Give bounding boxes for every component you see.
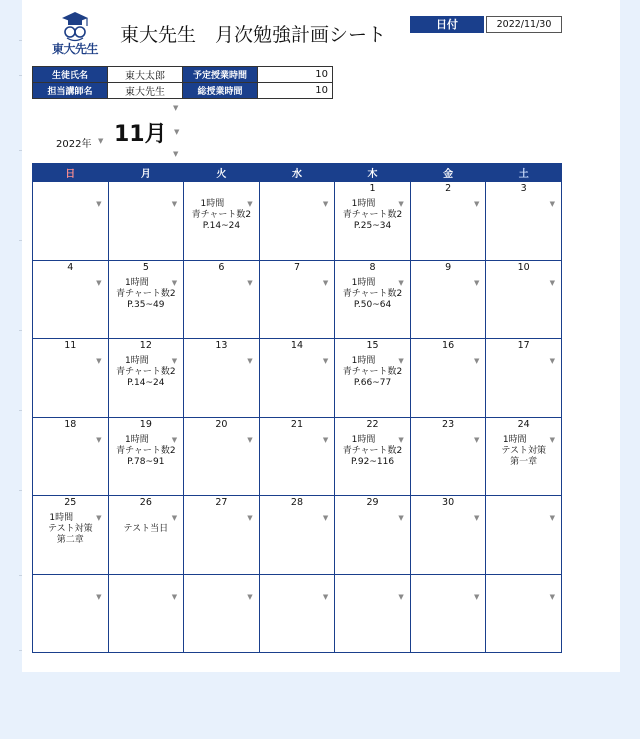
calendar-day-cell[interactable] [184, 260, 260, 339]
month-dropdown-caret-icon[interactable]: ▼ [174, 128, 180, 136]
plan-text[interactable]: 青チャート数2 [342, 445, 403, 456]
hours-dropdown-caret-icon[interactable]: ▼ [398, 435, 404, 444]
calendar-day-cell[interactable] [486, 339, 562, 418]
day-number: 18 [64, 418, 77, 430]
lesson-hours[interactable]: 1時間 [124, 434, 149, 445]
hours-dropdown-caret-icon[interactable]: ▼ [473, 357, 480, 365]
plan-text[interactable]: テスト対策 [47, 524, 93, 534]
plan-slot [486, 353, 561, 367]
total-hours-label: 総授業時間 [183, 83, 258, 99]
day-number: 20 [215, 418, 228, 430]
calendar-day-cell[interactable] [410, 496, 486, 575]
day-number [260, 183, 335, 194]
calendar-day-cell[interactable] [410, 260, 486, 339]
plan-pages[interactable]: P.78~91 [127, 456, 165, 467]
hours-dropdown-caret-icon[interactable]: ▼ [171, 278, 178, 287]
calendar-week-row [33, 339, 562, 418]
lesson-hours[interactable] [184, 356, 259, 367]
weekday-thu: 木 [335, 164, 411, 182]
hours-dropdown-caret-icon[interactable]: ▼ [96, 435, 102, 444]
calendar-day-cell[interactable] [259, 339, 335, 418]
weekday-sat: 土 [486, 164, 562, 182]
day-number: 9 [445, 261, 452, 273]
plan-text[interactable]: 青チャート数2 [116, 445, 176, 456]
hours-dropdown-caret-icon[interactable]: ▼ [247, 592, 253, 601]
lesson-hours[interactable] [260, 435, 335, 446]
plan-pages[interactable]: P.35~49 [127, 299, 165, 310]
calendar-day-cell[interactable] [108, 496, 184, 575]
calendar-day-cell[interactable] [410, 574, 486, 653]
plan-text[interactable]: 青チャート数2 [191, 210, 252, 220]
hours-dropdown-caret-icon[interactable]: ▼ [549, 200, 555, 208]
lesson-hours[interactable] [411, 356, 486, 367]
calendar-day-cell[interactable] [410, 417, 486, 496]
day-number: 10 [517, 261, 530, 273]
plan-pages[interactable]: P.66~77 [353, 378, 392, 388]
day-number [109, 183, 184, 194]
plan-pages[interactable]: P.50~64 [353, 299, 392, 310]
plan-slot [335, 432, 410, 468]
planned-hours-field[interactable]: 10 [258, 67, 333, 83]
date-field[interactable]: 2022/11/30 [486, 16, 562, 33]
lesson-hours[interactable] [33, 592, 108, 603]
hours-dropdown-caret-icon[interactable]: ▼ [549, 514, 555, 522]
plan-slot [260, 432, 335, 446]
day-number [486, 497, 561, 508]
hours-dropdown-caret-icon[interactable]: ▼ [473, 435, 480, 444]
hours-dropdown-caret-icon[interactable]: ▼ [398, 200, 404, 208]
day-number: 3 [520, 183, 527, 194]
hours-dropdown-caret-icon[interactable]: ▼ [171, 435, 178, 444]
lesson-hours[interactable] [486, 199, 561, 210]
weekday-tue: 火 [184, 164, 260, 182]
plan-slot [486, 510, 561, 524]
calendar-day-cell[interactable] [410, 339, 486, 418]
lesson-hours[interactable]: 1時間 [351, 277, 376, 288]
plan-slot [411, 196, 486, 210]
plan-slot [486, 589, 561, 603]
lesson-hours[interactable] [486, 356, 561, 367]
lesson-hours[interactable] [486, 592, 561, 603]
day-number: 15 [366, 340, 379, 351]
calendar-day-cell[interactable] [184, 182, 260, 261]
day-number: 13 [215, 340, 228, 351]
hours-dropdown-caret-icon[interactable]: ▼ [96, 592, 102, 601]
weekday-fri: 金 [410, 164, 486, 182]
dropdown-caret-icon[interactable]: ▼ [173, 150, 179, 158]
calendar-day-cell[interactable] [335, 496, 411, 575]
day-number: 28 [290, 497, 304, 508]
calendar-day-cell[interactable] [259, 496, 335, 575]
day-number: 6 [218, 261, 225, 273]
hours-dropdown-caret-icon[interactable]: ▼ [322, 435, 329, 444]
day-number: 7 [293, 261, 300, 273]
lesson-hours[interactable] [33, 356, 108, 367]
plan-slot [411, 589, 486, 603]
calendar-week-row [33, 496, 562, 575]
plan-slot [109, 432, 184, 468]
lesson-hours[interactable] [109, 513, 184, 524]
hours-dropdown-caret-icon[interactable]: ▼ [398, 592, 404, 601]
day-number: 17 [517, 340, 530, 351]
lesson-hours[interactable] [335, 592, 410, 603]
teacher-name-field[interactable]: 東大先生 [108, 83, 183, 99]
teacher-name-label: 担当講師名 [33, 83, 108, 99]
page-title: 東大先生 月次勉強計画シート [120, 24, 387, 46]
plan-slot [486, 196, 561, 210]
calendar-day-cell[interactable] [259, 417, 335, 496]
plan-slot [411, 275, 486, 289]
lesson-hours[interactable] [260, 592, 335, 603]
hours-dropdown-caret-icon[interactable]: ▼ [322, 357, 329, 365]
calendar-day-cell[interactable] [33, 496, 109, 575]
lesson-hours[interactable] [411, 435, 486, 446]
lesson-hours[interactable] [184, 592, 259, 603]
calendar-day-cell[interactable] [335, 339, 411, 418]
plan-slot [184, 510, 259, 524]
plan-slot [109, 196, 184, 210]
calendar-day-cell[interactable] [184, 574, 260, 653]
hours-dropdown-caret-icon[interactable]: ▼ [322, 592, 329, 601]
calendar-day-cell[interactable] [184, 417, 260, 496]
day-number [33, 183, 108, 194]
day-number [260, 576, 335, 587]
plan-slot [411, 353, 486, 367]
plan-slot [335, 275, 410, 311]
day-number: 14 [290, 340, 304, 351]
plan-slot [33, 589, 108, 603]
calendar-day-cell[interactable] [335, 182, 411, 261]
lesson-hours[interactable] [33, 435, 108, 446]
lesson-hours[interactable]: 1時間 [502, 434, 527, 445]
plan-slot [335, 353, 410, 389]
lesson-hours[interactable]: 1時間 [351, 199, 376, 209]
calendar-day-cell[interactable] [335, 574, 411, 653]
calendar-week-row [33, 182, 562, 261]
day-number: 4 [67, 261, 74, 273]
plan-slot [260, 196, 335, 210]
lesson-hours[interactable] [486, 513, 561, 524]
hours-dropdown-caret-icon[interactable]: ▼ [473, 592, 480, 601]
calendar-day-cell[interactable] [33, 339, 109, 418]
day-number: 12 [139, 340, 152, 351]
lesson-hours[interactable]: 1時間 [49, 513, 74, 523]
day-number: 1 [369, 183, 376, 194]
weekday-wed: 水 [259, 164, 335, 182]
day-number: 25 [64, 497, 77, 508]
plan-slot [184, 353, 259, 367]
plan-slot [486, 275, 561, 289]
calendar-day-cell[interactable] [33, 182, 109, 261]
calendar-day-cell[interactable] [259, 182, 335, 261]
month-select[interactable]: 11月 [114, 122, 167, 147]
lesson-hours[interactable] [184, 513, 259, 524]
hours-dropdown-caret-icon[interactable]: ▼ [247, 514, 253, 522]
day-number: 19 [139, 418, 152, 430]
hours-dropdown-caret-icon[interactable]: ▼ [96, 278, 102, 287]
hours-dropdown-caret-icon[interactable]: ▼ [549, 592, 555, 601]
plan-slot [260, 275, 335, 289]
plan-slot [335, 589, 410, 603]
plan-text[interactable]: 青チャート数2 [342, 367, 403, 377]
calendar-day-cell[interactable] [108, 339, 184, 418]
plan-slot [260, 510, 335, 524]
calendar-day-cell[interactable] [486, 574, 562, 653]
hours-dropdown-caret-icon[interactable]: ▼ [247, 435, 253, 444]
plan-slot [109, 353, 184, 389]
day-number [33, 576, 108, 587]
day-number: 21 [290, 418, 304, 430]
year-select[interactable]: 2022年 [56, 139, 92, 150]
lesson-hours[interactable]: 1時間 [200, 199, 225, 209]
hours-dropdown-caret-icon[interactable]: ▼ [473, 278, 480, 287]
hours-dropdown-caret-icon[interactable]: ▼ [322, 278, 329, 287]
calendar-day-cell[interactable] [486, 496, 562, 575]
student-name-label: 生徒氏名 [33, 67, 108, 83]
lesson-hours[interactable] [260, 356, 335, 367]
weekday-mon: 月 [108, 164, 184, 182]
hours-dropdown-caret-icon[interactable]: ▼ [398, 514, 404, 522]
lesson-hours[interactable] [109, 592, 184, 603]
day-number: 26 [139, 497, 152, 508]
day-number: 5 [142, 261, 149, 273]
day-number: 23 [442, 418, 455, 430]
lesson-hours[interactable] [184, 278, 259, 289]
lesson-hours[interactable] [411, 513, 486, 524]
calendar-day-cell[interactable] [486, 417, 562, 496]
day-number [335, 576, 410, 587]
plan-slot [260, 589, 335, 603]
hours-dropdown-caret-icon[interactable]: ▼ [398, 357, 404, 365]
day-number: 29 [366, 497, 379, 508]
day-number: 22 [366, 418, 379, 430]
plan-slot [33, 196, 108, 210]
total-hours-field[interactable]: 10 [258, 83, 333, 99]
plan-slot [184, 589, 259, 603]
calendar-day-cell[interactable] [108, 260, 184, 339]
plan-slot [184, 432, 259, 446]
calendar-day-cell[interactable] [108, 182, 184, 261]
plan-pages[interactable]: P.14~24 [202, 221, 241, 231]
plan-slot [33, 275, 108, 289]
year-dropdown-caret-icon[interactable]: ▼ [98, 137, 104, 145]
hours-dropdown-caret-icon[interactable]: ▼ [171, 514, 178, 522]
lesson-hours[interactable] [260, 199, 335, 210]
lesson-hours[interactable] [33, 199, 108, 210]
plan-slot [184, 275, 259, 289]
plan-slot [411, 432, 486, 446]
calendar-day-cell[interactable] [259, 260, 335, 339]
calendar-day-cell[interactable] [108, 574, 184, 653]
calendar-day-cell[interactable] [410, 182, 486, 261]
day-number: 27 [215, 497, 228, 508]
plan-slot [33, 353, 108, 367]
dropdown-caret-icon[interactable]: ▼ [173, 104, 179, 112]
calendar-day-cell[interactable] [33, 417, 109, 496]
calendar-day-cell[interactable] [184, 496, 260, 575]
lesson-hours[interactable] [184, 435, 259, 446]
plan-pages[interactable]: P.14~24 [127, 378, 165, 388]
day-number: 8 [369, 261, 376, 273]
calendar-grid [32, 163, 562, 653]
plan-slot [33, 432, 108, 446]
plan-slot [109, 589, 184, 603]
plan-pages[interactable]: P.92~116 [351, 456, 395, 467]
date-label: 日付 [410, 16, 484, 33]
weekday-header-row [33, 164, 562, 182]
calendar-day-cell[interactable] [108, 417, 184, 496]
lesson-hours[interactable] [411, 592, 486, 603]
calendar-day-cell[interactable] [33, 260, 109, 339]
day-number [184, 183, 259, 194]
student-name-field[interactable]: 東大太郎 [108, 67, 183, 83]
lesson-hours[interactable]: 1時間 [124, 277, 149, 288]
hours-dropdown-caret-icon[interactable]: ▼ [171, 200, 178, 208]
hours-dropdown-caret-icon[interactable]: ▼ [247, 357, 253, 365]
logo-text: 東大先生 [51, 42, 98, 56]
info-table [32, 66, 333, 99]
hours-dropdown-caret-icon[interactable]: ▼ [171, 357, 178, 365]
day-number: 11 [64, 340, 77, 351]
hours-dropdown-caret-icon[interactable]: ▼ [247, 278, 253, 287]
hours-dropdown-caret-icon[interactable]: ▼ [398, 278, 404, 287]
day-number: 24 [517, 418, 530, 430]
day-number [184, 576, 259, 587]
plan-pages[interactable]: P.25~34 [353, 221, 392, 231]
plan-slot [411, 510, 486, 524]
calendar-day-cell[interactable] [259, 574, 335, 653]
hours-dropdown-caret-icon[interactable]: ▼ [322, 200, 329, 208]
plan-pages[interactable]: 第一章 [510, 456, 538, 467]
plan-slot [33, 510, 108, 546]
plan-slot [335, 510, 410, 524]
hours-dropdown-caret-icon[interactable]: ▼ [247, 200, 253, 208]
hours-dropdown-caret-icon[interactable]: ▼ [549, 435, 555, 444]
plan-slot [486, 432, 561, 468]
lesson-hours[interactable] [411, 278, 486, 289]
day-number: 30 [442, 497, 455, 508]
planned-hours-label: 予定授業時間 [183, 67, 258, 83]
day-number: 16 [442, 340, 455, 351]
calendar-week-row [33, 417, 562, 496]
lesson-hours[interactable] [33, 278, 108, 289]
hours-dropdown-caret-icon[interactable]: ▼ [96, 514, 102, 522]
hours-dropdown-caret-icon[interactable]: ▼ [473, 200, 480, 208]
hours-dropdown-caret-icon[interactable]: ▼ [171, 592, 178, 601]
lesson-hours[interactable] [260, 278, 335, 289]
plan-text[interactable]: 青チャート数2 [116, 367, 176, 377]
plan-slot [184, 196, 259, 232]
plan-slot [109, 510, 184, 535]
lesson-hours[interactable]: 1時間 [351, 356, 376, 366]
plan-slot [335, 196, 410, 232]
hours-dropdown-caret-icon[interactable]: ▼ [549, 278, 555, 287]
plan-text[interactable]: テスト対策 [501, 445, 546, 456]
day-number [411, 576, 486, 587]
plan-slot [109, 275, 184, 311]
calendar-day-cell[interactable] [486, 182, 562, 261]
calendar-week-row [33, 260, 562, 339]
day-number: 2 [445, 183, 452, 194]
calendar-day-cell[interactable] [33, 574, 109, 653]
lesson-hours[interactable]: 1時間 [124, 356, 149, 366]
calendar-day-cell[interactable] [335, 417, 411, 496]
weekday-sun: 日 [33, 164, 109, 182]
lesson-hours[interactable] [260, 513, 335, 524]
lesson-hours[interactable] [411, 199, 486, 210]
hours-dropdown-caret-icon[interactable]: ▼ [322, 514, 329, 522]
day-number [486, 576, 561, 587]
plan-text[interactable]: 青チャート数2 [116, 288, 176, 299]
plan-text[interactable]: 青チャート数2 [342, 288, 403, 299]
hours-dropdown-caret-icon[interactable]: ▼ [549, 357, 555, 365]
plan-text[interactable]: テスト当日 [123, 524, 169, 534]
plan-slot [260, 353, 335, 367]
lesson-hours[interactable] [109, 199, 184, 210]
hours-dropdown-caret-icon[interactable]: ▼ [96, 200, 102, 208]
left-edge-marks [0, 0, 22, 739]
calendar-day-cell[interactable] [335, 260, 411, 339]
lesson-hours[interactable] [486, 278, 561, 289]
lesson-hours[interactable]: 1時間 [351, 434, 376, 445]
hours-dropdown-caret-icon[interactable]: ▼ [473, 514, 480, 522]
calendar-day-cell[interactable] [184, 339, 260, 418]
plan-pages[interactable]: 第二章 [56, 535, 84, 545]
calendar-day-cell[interactable] [486, 260, 562, 339]
lesson-hours[interactable] [335, 513, 410, 524]
day-number [109, 576, 184, 587]
calendar-week-row [33, 574, 562, 653]
plan-text[interactable]: 青チャート数2 [342, 210, 403, 220]
hours-dropdown-caret-icon[interactable]: ▼ [96, 357, 102, 365]
